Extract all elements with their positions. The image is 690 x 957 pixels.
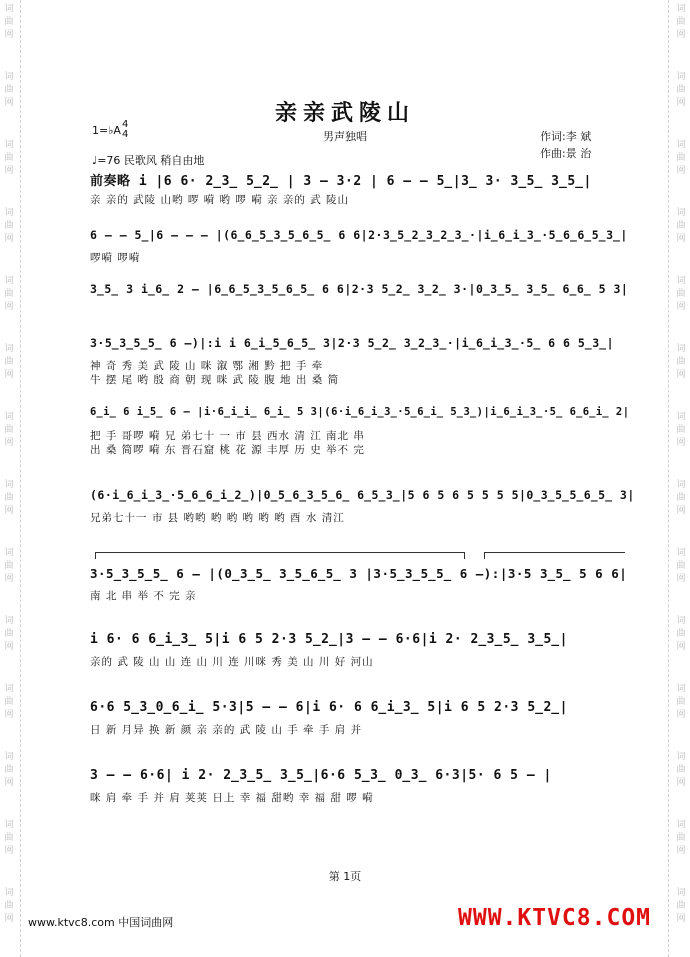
notation-line: 6·6 5̲3̲0̲6̲i̲ 5·3|5 — — 6|i 6· 6 6̲i̲3̲ 5|i 6 5 2·3 5̲2̲| [90,700,568,715]
watermark-glyph: 词 [4,548,14,558]
lyric-line: 神 奇 秀 美 武 陵 山 咪 溆 鄂 湘 黔 把 手 牵 [90,360,324,372]
lyricist-credit: 作词:李 斌 [540,130,592,143]
watermark-glyph: 曲 [4,697,14,707]
watermark-glyph: 曲 [4,765,14,775]
watermark-glyph: 词 [4,752,14,762]
watermark-glyph: 网 [676,846,686,856]
watermark-glyph: 词 [4,888,14,898]
watermark-glyph: 词 [676,752,686,762]
lyric-line: 牛 摆 尾 哟 殷 商 朝 现 咪 武 陵 腹 地 出 桑 简 [90,374,340,386]
watermark-glyph: 网 [4,234,14,244]
watermark-glyph: 曲 [4,85,14,95]
lyric-line: 出 桑 简啰 嗬 东 晋石窟 桃 花 源 丰厚 历 史 举不 完 [90,444,365,456]
lyric-line: 把 手 哥啰 嗬 兄 弟七十 一 市 县 西水 清 江 南北 串 [90,430,365,442]
watermark-glyph: 曲 [4,357,14,367]
watermark-glyph: 曲 [676,425,686,435]
watermark-glyph: 词 [676,616,686,626]
watermark-glyph: 曲 [4,153,14,163]
watermark-glyph: 曲 [676,357,686,367]
notation-line: 3̲5̲ 3 i̲6̲ 2 — |6̲6̲5̲3̲5̲6̲5̲ 6 6|2·3 5̲2̲ 3̲2̲ 3·|0̲3̲5̲ 3̲5̲ 6̲6̲ 5 3| [90,282,629,296]
watermark-glyph: 词 [4,140,14,150]
watermark-glyph: 曲 [676,493,686,503]
watermark-glyph: 网 [4,98,14,108]
watermark-glyph: 网 [4,506,14,516]
notation-line: (6·i̲6̲i̲3̲·5̲6̲6̲i̲2̲)|0̲5̲6̲3̲5̲6̲ 6̲5̲3̲|5 6 5 6 5 5 5 5|0̲3̲5̲5̲6̲5̲ 3| [90,488,635,502]
watermark-glyph: 网 [676,710,686,720]
watermark-glyph: 曲 [676,85,686,95]
lyric-line: 啰嗬 啰嗬 [90,252,141,264]
page-number: 第 1页 [328,870,362,883]
notation-line: i 6· 6 6̲i̲3̲ 5|i 6 5 2·3 5̲2̲|3 — — 6·6|i 2· 2̲3̲5̲ 3̲5̲| [90,632,568,647]
watermark-glyph: 网 [4,438,14,448]
watermark-glyph: 词 [4,344,14,354]
watermark-glyph: 词 [4,412,14,422]
watermark-glyph: 网 [4,642,14,652]
composer-credit: 作曲:景 治 [540,147,592,160]
watermark-glyph: 曲 [676,765,686,775]
watermark-glyph: 网 [676,574,686,584]
watermark-glyph: 网 [4,166,14,176]
watermark-glyph: 词 [4,684,14,694]
watermark-glyph: 词 [676,820,686,830]
watermark-glyph: 网 [676,98,686,108]
watermark-glyph: 网 [4,574,14,584]
watermark-glyph: 词 [676,684,686,694]
watermark-glyph: 网 [676,370,686,380]
key-label: 1=♭A [92,124,121,137]
watermark-glyph: 网 [4,302,14,312]
lyric-line: 兄弟七十一 市 县 哟哟 哟 哟 哟 哟 哟 酉 水 清江 [90,512,345,524]
watermark-glyph: 词 [4,4,14,14]
watermark-glyph: 曲 [676,289,686,299]
watermark-glyph: 曲 [4,17,14,27]
watermark-glyph: 曲 [4,493,14,503]
watermark-glyph: 网 [676,438,686,448]
watermark-glyph: 网 [4,914,14,924]
watermark-glyph: 网 [676,642,686,652]
watermark-glyph: 网 [4,846,14,856]
watermark-glyph: 网 [4,778,14,788]
watermark-glyph: 网 [4,30,14,40]
watermark-glyph: 曲 [676,901,686,911]
watermark-glyph: 网 [676,234,686,244]
watermark-glyph: 网 [4,710,14,720]
tempo-marking: ♩=76 民歌风 稍自由地 [92,154,205,167]
song-subtitle: 男声独唱 [323,130,367,143]
watermark-glyph: 曲 [4,289,14,299]
watermark-glyph: 词 [676,72,686,82]
watermark-glyph: 曲 [4,833,14,843]
notation-line: 3 — — 6·6| i 2· 2̲3̲5̲ 3̲5̲|6·6 5̲3̲ 0̲3̲ 6·3|5· 6 5 — | [90,768,552,783]
watermark-glyph: 曲 [676,629,686,639]
lyric-line: 南 北 串 举 不 完 亲 [90,590,197,602]
watermark-glyph: 词 [4,480,14,490]
watermark-glyph: 词 [676,888,686,898]
lyric-line: 咪 肩 牵 手 并 肩 荚荚 日上 幸 福 甜哟 幸 福 甜 啰 嗬 [90,792,374,804]
watermark-glyph: 曲 [676,153,686,163]
time-signature: 4 4 [122,119,129,140]
watermark-glyph: 词 [4,208,14,218]
watermark-glyph: 曲 [4,629,14,639]
volta-bracket-2 [484,552,625,559]
volta-bracket-1 [95,552,465,559]
site-url-text: www.ktvc8.com 中国词曲网 [28,916,174,929]
watermark-glyph: 网 [4,370,14,380]
watermark-glyph: 网 [676,506,686,516]
watermark-glyph: 曲 [676,833,686,843]
site-logo: WWW.KTVC8.COM [458,905,652,931]
lyric-line: 日 新 月异 换 新 颜 亲 亲的 武 陵 山 手 牵 手 肩 并 [90,724,363,736]
watermark-glyph: 词 [676,480,686,490]
watermark-glyph: 曲 [676,17,686,27]
lyric-line: 亲的 武 陵 山 山 连 山 川 连 川咪 秀 美 山 川 好 河山 [90,656,374,668]
watermark-glyph: 曲 [676,221,686,231]
watermark-glyph: 词 [4,820,14,830]
watermark-glyph: 曲 [4,901,14,911]
watermark-glyph: 网 [676,30,686,40]
notation-line: 6̲i̲ 6 i̲5̲ 6 — |i·6̲i̲i̲ 6̲i̲ 5 3|(6·i̲6̲i̲3̲·5̲6̲i̲ 5̲3̲)|i̲6̲i̲3̲·5̲ 6̲6̲i̲ 2| [90,406,630,418]
watermark-glyph: 网 [676,166,686,176]
key-signature [92,119,129,140]
watermark-glyph: 词 [676,344,686,354]
watermark-glyph: 网 [676,302,686,312]
watermark-glyph: 曲 [4,561,14,571]
watermark-glyph: 词 [676,548,686,558]
watermark-glyph: 曲 [4,221,14,231]
notation-line: 6 — — 5̲|6 — — — |(6̲6̲5̲3̲5̲6̲5̲ 6 6|2·3̲5̲2̲3̲2̲3̲·|i̲6̲i̲3̲·5̲6̲6̲5̲3̲| [90,228,628,242]
watermark-glyph: 词 [4,616,14,626]
watermark-glyph: 网 [676,914,686,924]
song-title: 亲亲武陵山 [274,100,415,126]
notation-line: 前奏略 i |6 6· 2̲3̲ 5̲2̲ | 3 — 3·2 | 6 — — 5̲|3̲ 3· 3̲5̲ 3̲5̲| [90,174,592,189]
watermark-glyph: 词 [676,140,686,150]
watermark-glyph: 曲 [676,697,686,707]
watermark-glyph: 曲 [676,561,686,571]
watermark-glyph: 曲 [4,425,14,435]
watermark-glyph: 词 [4,276,14,286]
lyric-line: 亲 亲的 武陵 山哟 啰 嗬 哟 啰 嗬 亲 亲的 武 陵山 [90,194,350,206]
notation-line: 3·5̲3̲5̲5̲ 6 — |(0̲3̲5̲ 3̲5̲6̲5̲ 3 |3·5̲3̲5̲5̲ 6 —):|3·5 3̲5̲ 5 6 6| [90,566,628,581]
watermark-glyph: 词 [676,276,686,286]
watermark-glyph: 词 [676,208,686,218]
watermark-glyph: 词 [4,72,14,82]
notation-line: 3·5̲3̲5̲5̲ 6 —)|:i i 6̲i̲5̲6̲5̲ 3|2·3 5̲2̲ 3̲2̲3̲·|i̲6̲i̲3̲·5̲ 6 6 5̲3̲| [90,336,614,350]
watermark-glyph: 词 [676,4,686,14]
watermark-glyph: 词 [676,412,686,422]
watermark-glyph: 网 [676,778,686,788]
